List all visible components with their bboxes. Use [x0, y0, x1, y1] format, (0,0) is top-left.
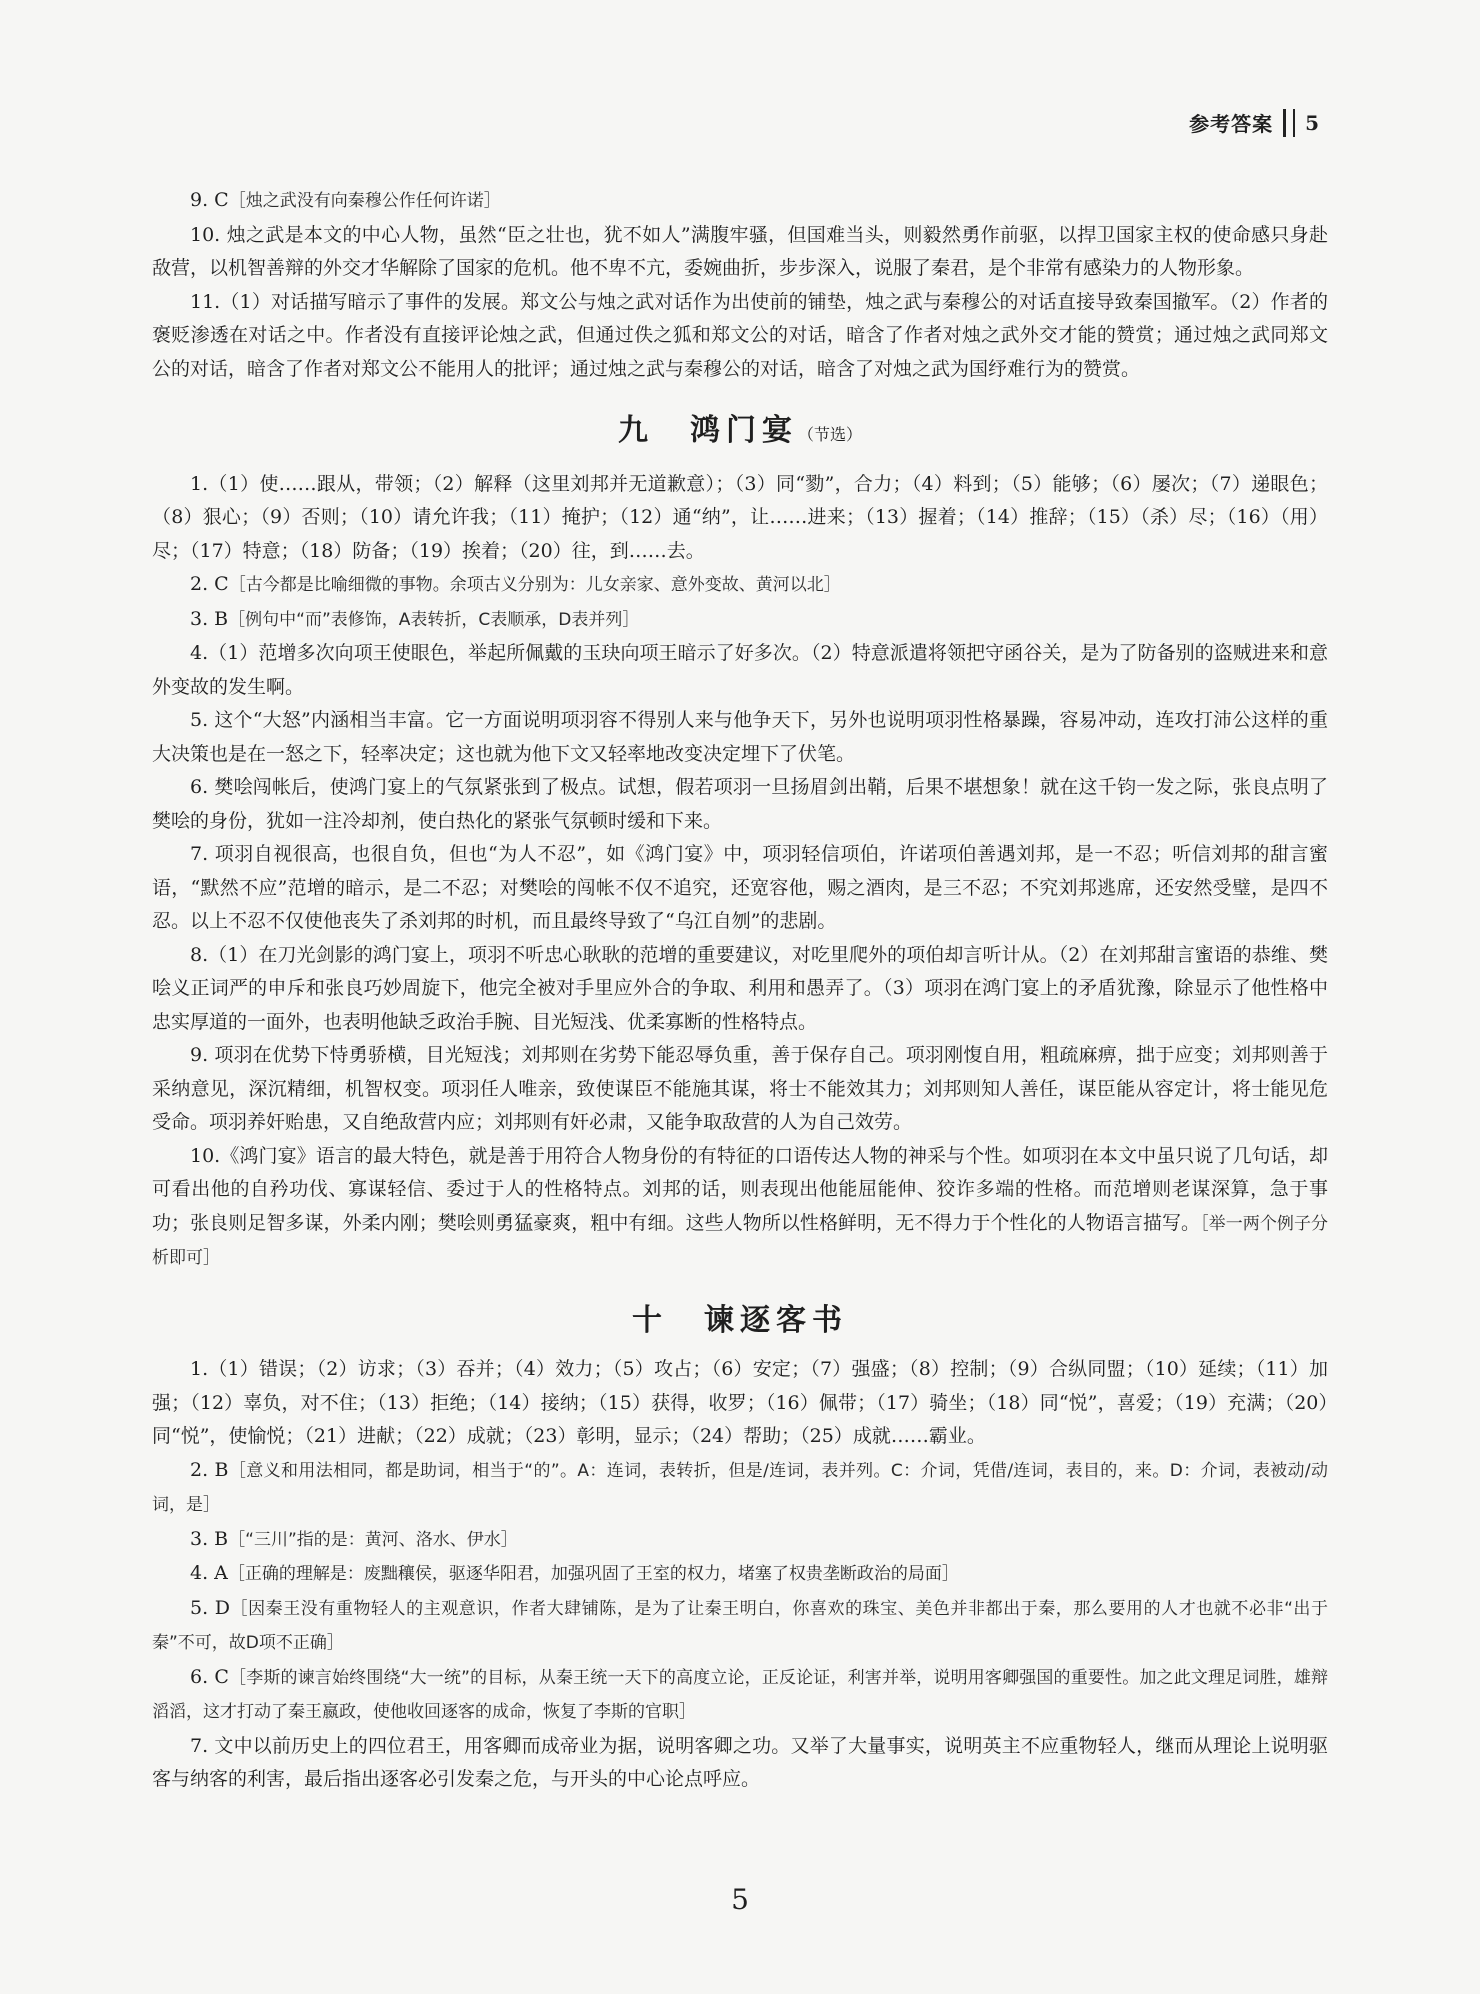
page-number: 5	[731, 1883, 749, 1916]
answer-item: 3. B［例句中“而”表修饰，A表转折，C表顺承，D表并列］	[190, 607, 640, 630]
answer-item: 2. C［古今都是比喻细微的事物。余项古义分别为：儿女亲家、意外变故、黄河以北］	[190, 573, 841, 595]
answer-item: 2. B［意义和用法相同，都是助词，相当于“的”。A：连词，表转折，但是/连词，表并列。C：介词，凭借/连词，表目的，来。D：介词，表被动/动词，是］	[152, 1458, 1328, 1515]
answer-item: 7. 文中以前历史上的四位君王，用客卿而成帝业为据，说明客卿之功。又举了大量事实，说明英主不应重物轻人，继而从理论上说明驱客与纳客的利害，最后指出逐客必引发秦之危，与开头的中心论点呼应。	[152, 1734, 1328, 1790]
answer-item: 1.（1）使……跟从，带领；（2）解释（这里刘邦并无道歉意）；（3）同“勠”，合力；（4）料到；（5）能够；（6）屡次；（7）递眼色；（8）狠心；（9）否则；（10）请允许我；（11）掩护；（12）通“纳”，让……进来；（13）握着；（14）推辞；（15）（杀）尽；（16）（用）尽；（17）特意；（18）防备；（19）挨着；（20）往，到……去。	[152, 472, 1328, 562]
answer-item: 7. 项羽自视很高，也很自负，但也“为人不忍”，如《鸿门宴》中，项羽轻信项伯，许诺项伯善遇刘邦，是一不忍；听信刘邦的甜言蜜语，“默然不应”范增的暗示，是二不忍；对樊哙的闯帐不仅不追究，还宽容他，赐之酒肉，是三不忍；不究刘邦逃席，还安然受璧，是四不忍。以上不忍不仅使他丧失了杀刘邦的时机，而且最终导致了“乌江自刎”的悲剧。	[152, 843, 1328, 932]
answer-item: 9. 项羽在优势下恃勇骄横，目光短浅；刘邦则在劣势下能忍辱负重，善于保存自己。项羽刚愎自用，粗疏麻痹，拙于应变；刘邦则善于采纳意见，深沉精细，机智权变。项羽任人唯亲，致使谋臣不能施其谋，将士不能效其力；刘邦则知人善任，谋臣能从容定计，将士能见危受命。项羽养奸贻患，又自绝敌营内应；刘邦则有奸必肃，又能争取敌营的人为自己效劳。	[152, 1044, 1328, 1133]
section-title-hongmenyan: 九 鸿门宴（节选）	[617, 413, 862, 448]
answer-content	[152, 184, 1328, 1797]
answer-item: 4.（1）范增多次向项王使眼色，举起所佩戴的玉玦向项王暗示了好多次。（2）特意派遣将领把守函谷关，是为了防备别的盗贼进来和意外变故的发生啊。	[152, 642, 1328, 698]
answer-item: 1.（1）错误；（2）访求；（3）吞并；（4）效力；（5）攻占；（6）安定；（7）强盛；（8）控制；（9）合纵同盟；（10）延续；（11）加强；（12）辜负，对不住；（13）拒绝；（14）接纳；（15）获得，收罗；（16）佩带；（17）骑坐；（18）同“悦”，喜爱；（19）充满；（20）同“悦”，使愉悦；（21）进献；（22）成就；（23）彰明，显示；（24）帮助；（25）成就……霸业。	[152, 1358, 1328, 1447]
answer-item: 6. 樊哙闯帐后，使鸿门宴上的气氛紧张到了极点。试想，假若项羽一旦扬眉剑出鞘，后果不堪想象！就在这千钧一发之际，张良点明了樊哙的身份，犹如一注冷却剂，使白热化的紧张气氛顿时缓和下来。	[152, 776, 1328, 832]
answer-item: 6. C［李斯的谏言始终围绕“大一统”的目标，从秦王统一天下的高度立论，正反论证，利害并举，说明用客卿强国的重要性。加之此文理足词胜，雄辩滔滔，这才打动了秦王嬴政，使他收回逐客的成命，恢复了李斯的官职］	[152, 1665, 1328, 1722]
answer-item: 3. B［“三川”指的是：黄河、洛水、伊水］	[190, 1527, 518, 1550]
answer-item: 10. 烛之武是本文的中心人物，虽然“臣之壮也，犹不如人”满腹牢骚，但国难当头，则毅然勇作前驱，以捍卫国家主权的使命感只身赴敌营，以机智善辩的外交才华解除了国家的危机。他不卑不亢，委婉曲折，步步深入，说服了秦君，是个非常有感染力的人物形象。	[152, 223, 1328, 279]
answer-item: 9. C［烛之武没有向秦穆公作任何许诺］	[190, 189, 501, 211]
answer-item: 11.（1）对话描写暗示了事件的发展。郑文公与烛之武对话作为出使前的铺垫，烛之武与秦穆公的对话直接导致秦国撤军。（2）作者的褒贬渗透在对话之中。作者没有直接评论烛之武，但通过佚之狐和郑文公的对话，暗含了作者对烛之武外交才能的赞赏；通过烛之武同郑文公的对话，暗含了作者对郑文公不能用人的批评；通过烛之武与秦穆公的对话，暗含了对烛之武为国纾难行为的赞赏。	[152, 290, 1328, 380]
answer-item: 10.《鸿门宴》语言的最大特色，就是善于用符合人物身份的有特征的口语传达人物的神采与个性。如项羽在本文中虽只说了几句话，却可看出他的自矜功伐、寡谋轻信、委过于人的性格特点。刘邦的话，则表现出他能屈能伸、狡诈多端的性格。而范增则老谋深算，急于事功；张良则足智多谋，外柔内刚；樊哙则勇猛豪爽，粗中有细。这些人物所以性格鲜明，无不得力于个性化的人物语言描写。［举一两个例子分析即可］	[152, 1144, 1329, 1268]
running-header	[1189, 108, 1320, 137]
header-page-number: 5	[1305, 110, 1320, 135]
answer-item: 8.（1）在刀光剑影的鸿门宴上，项羽不听忠心耿耿的范增的重要建议，对吃里爬外的项伯却言听计从。（2）在刘邦甜言蜜语的恭维、樊哙义正词严的申斥和张良巧妙周旋下，他完全被对手里应外合的争取、利用和愚弄了。（3）项羽在鸿门宴上的矛盾犹豫，除显示了他性格中忠实厚道的一面外，也表明他缺乏政治手腕、目光短浅、优柔寡断的性格特点。	[152, 943, 1328, 1033]
section-title-jianzhukeshu: 十 谏逐客书	[632, 1302, 848, 1338]
answer-item: 4. A［正确的理解是：废黜穰侯，驱逐华阳君，加强巩固了王室的权力，堵塞了权贵垄断政治的局面］	[190, 1562, 959, 1584]
header-title: 参考答案	[1189, 112, 1274, 136]
header-divider	[1283, 109, 1295, 137]
section-subtitle: （节选）	[797, 425, 862, 444]
answer-item: 5. D［因秦王没有重物轻人的主观意识，作者大肆铺陈，是为了让秦王明白，你喜欢的珠宝、美色并非都出于秦，那么要用的人才也就不必非“出于秦”不可，故D项不正确］	[152, 1596, 1328, 1653]
answer-item: 5. 这个“大怒”内涵相当丰富。它一方面说明项羽容不得别人来与他争天下，另外也说明项羽性格暴躁，容易冲动，连攻打沛公这样的重大决策也是在一怒之下，轻率决定；这也就为他下文又轻率地改变决定埋下了伏笔。	[152, 709, 1328, 765]
